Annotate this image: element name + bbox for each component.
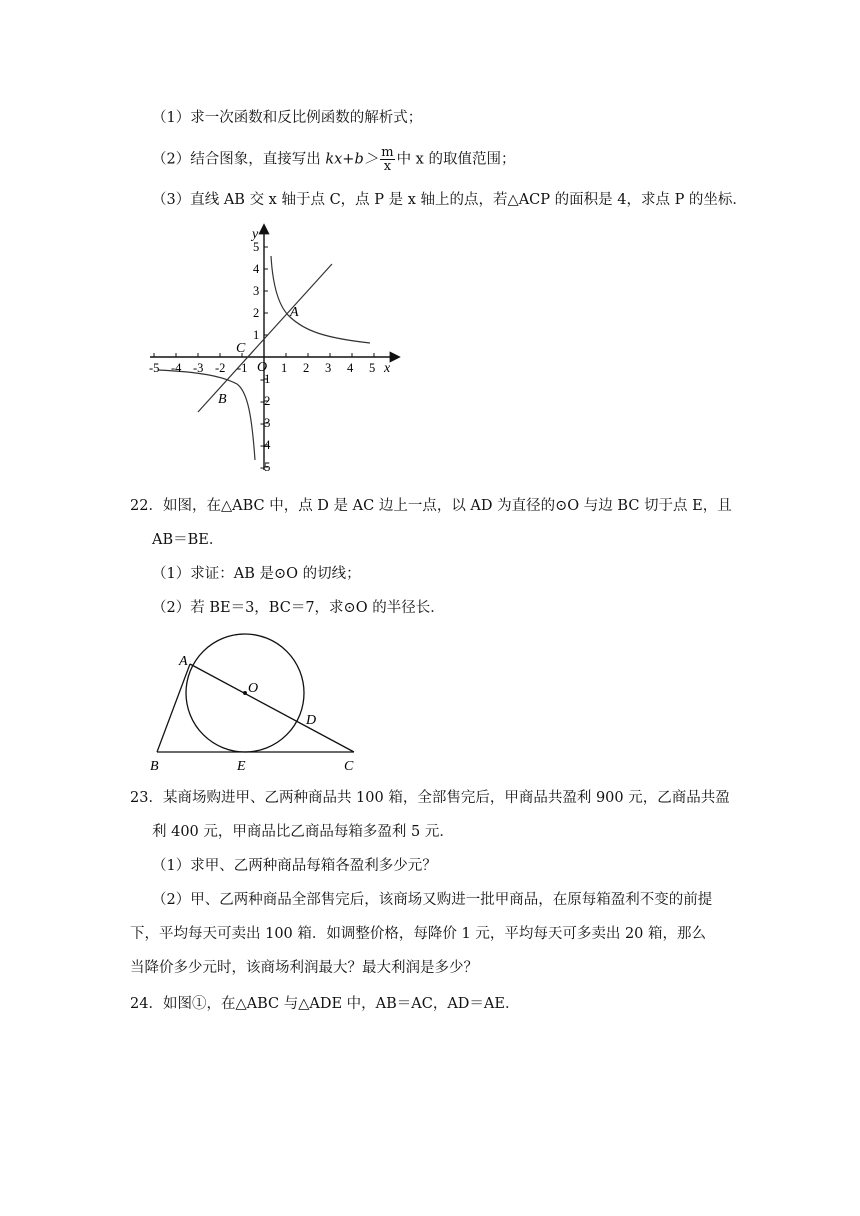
y-tick-label: -4 [260, 438, 271, 452]
axis-label-y: y [252, 227, 259, 242]
x-tick-label: 5 [369, 361, 376, 375]
fraction-denominator: x [383, 159, 392, 174]
hyperbola-branch-positive [271, 256, 370, 343]
point-o-label: O [248, 681, 259, 696]
q22-part2: （2）若 BE＝3，BC＝7，求⊙O 的半径长． [152, 600, 445, 616]
x-tick-label: -2 [215, 361, 226, 375]
y-tick-label: -3 [260, 416, 271, 430]
segment-ac [190, 664, 354, 752]
point-a-label: A [179, 654, 188, 669]
y-tick-label: 4 [253, 262, 260, 276]
y-tick-label: 2 [253, 306, 260, 320]
q24-stem-line1: 24．如图①，在△ABC 与△ADE 中，AB＝AC，AD＝AE． [130, 996, 520, 1012]
y-tick-label: 1 [253, 328, 260, 342]
point-d-label: D [306, 713, 317, 728]
q22-stem-line1: 22．如图，在△ABC 中，点 D 是 AC 边上一点，以 AD 为直径的⊙O 与边 BC 切于点 E，且 [130, 498, 732, 514]
q21-part2-suffix: 中 x 的取值范围； [396, 151, 516, 168]
x-tick-label: -3 [193, 361, 204, 375]
linear-function-line [198, 264, 332, 412]
x-tick-label: 1 [281, 361, 288, 375]
q22-stem-line2: AB＝BE． [152, 532, 224, 548]
y-tick-label: 3 [253, 284, 260, 298]
q23-stem-line2: 利 400 元，甲商品比乙商品每箱多盈利 5 元． [152, 824, 454, 840]
q21-part2-expr: kx+b＞ [325, 151, 379, 168]
q23-part1: （1）求甲、乙两种商品每箱各盈利多少元？ [152, 858, 437, 874]
point-b-label: B [150, 759, 159, 774]
q22-geometry-figure [140, 630, 370, 775]
q21-part1: （1）求一次函数和反比例函数的解析式； [152, 110, 423, 126]
q23-part2-line2: 下，平均每天可卖出 100 箱．如调整价格，每降价 1 元，平均每天可多卖出 20 箱，那么 [130, 926, 707, 942]
point-e-label: E [237, 759, 246, 774]
center-o-dot [243, 691, 247, 695]
q23-part2-line1: （2）甲、乙两种商品全部售完后，该商场又购进一批甲商品，在原每箱盈利不变的前提 [152, 892, 713, 908]
q21-part2-fraction [380, 146, 394, 173]
x-tick-label: -1 [237, 361, 248, 375]
point-b-label: B [218, 392, 227, 407]
x-tick-label: 3 [325, 361, 332, 375]
x-tick-label: 4 [347, 361, 354, 375]
axis-label-x: x [384, 361, 391, 376]
q21-part2-prefix: （2）结合图象，直接写出 [152, 151, 326, 168]
point-c-label: C [344, 759, 354, 774]
y-tick-label: -1 [260, 372, 271, 386]
q21-part3: （3）直线 AB 交 x 轴于点 C，点 P 是 x 轴上的点，若△ACP 的面积是 4，求点 P 的坐标． [152, 192, 747, 208]
segment-ab [157, 664, 190, 752]
q22-part1: （1）求证：AB 是⊙O 的切线； [152, 566, 361, 582]
hyperbola-branch-negative [158, 370, 255, 460]
x-tick-label: -4 [171, 361, 182, 375]
y-tick-label: 5 [253, 240, 260, 254]
y-tick-label: -5 [260, 460, 271, 474]
origin-label: O [257, 360, 268, 375]
x-tick-label: -5 [149, 361, 160, 375]
q23-stem-line1: 23．某商场购进甲、乙两种商品共 100 箱，全部售完后，甲商品共盈利 900 元，乙商品共盈 [130, 790, 730, 806]
y-tick-label: -2 [260, 394, 271, 408]
point-c-label: C [236, 341, 246, 356]
x-tick-label: 2 [303, 361, 310, 375]
q23-part2-line3: 当降价多少元时，该商场利润最大？最大利润是多少？ [130, 960, 478, 976]
q21-function-graph [140, 220, 410, 480]
fraction-numerator: m [381, 145, 394, 160]
point-a-label: A [290, 305, 299, 320]
q21-part2 [152, 146, 515, 173]
